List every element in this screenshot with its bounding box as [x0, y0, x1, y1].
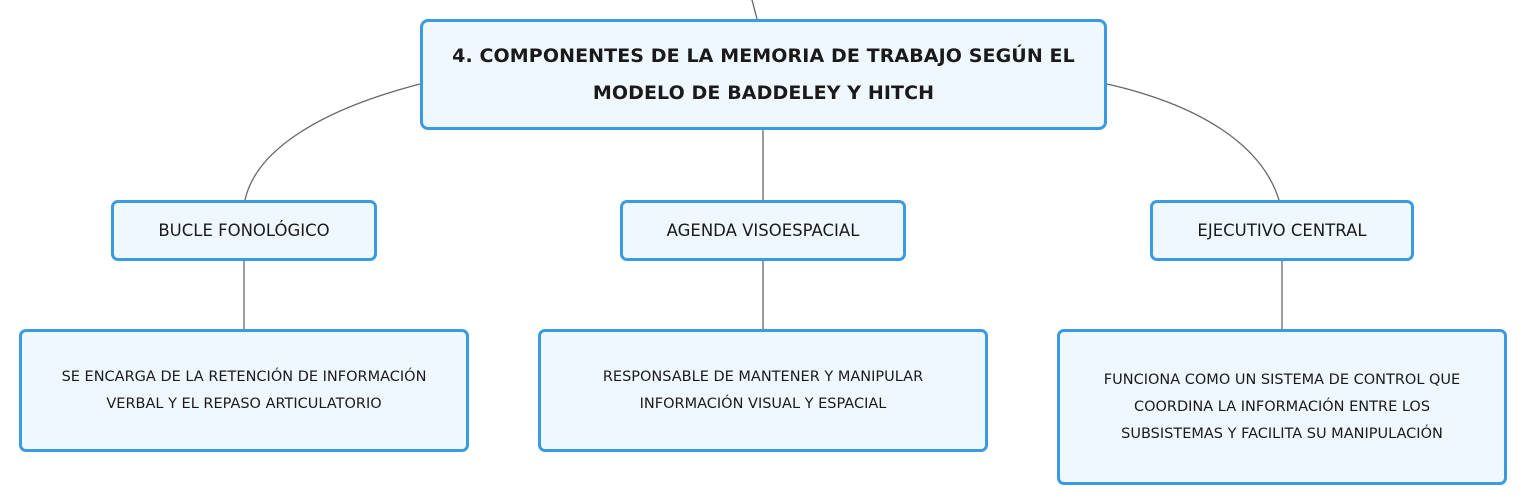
node-bucle-fonologico-label: BUCLE FONOLÓGICO [158, 221, 330, 240]
node-bucle-fonologico-description-text: SE ENCARGA DE LA RETENCIÓN DE INFORMACIÓN VERBAL Y EL REPASO ARTICULATORIO [61, 368, 427, 412]
node-ejecutivo-central[interactable] [1150, 200, 1414, 261]
node-ejecutivo-central-description[interactable] [1057, 329, 1507, 485]
connector-root-to-ejecutivo [1107, 84, 1279, 200]
node-agenda-visoespacial-description-text: RESPONSABLE DE MANTENER Y MANIPULAR INFORMACIÓN VISUAL Y ESPACIAL [602, 368, 924, 412]
root-node-label: 4. COMPONENTES DE LA MEMORIA DE TRABAJO SEGÚN EL MODELO DE BADDELEY Y HITCH [452, 44, 1075, 104]
node-bucle-fonologico-description[interactable] [19, 329, 469, 452]
node-agenda-visoespacial[interactable] [620, 200, 906, 261]
root-node[interactable] [420, 19, 1107, 130]
node-ejecutivo-central-label: EJECUTIVO CENTRAL [1197, 221, 1367, 240]
node-agenda-visoespacial-description[interactable] [538, 329, 988, 452]
connector-root-to-bucle [245, 84, 420, 200]
node-bucle-fonologico[interactable] [111, 200, 377, 261]
node-agenda-visoespacial-label: AGENDA VISOESPACIAL [666, 221, 860, 240]
node-ejecutivo-central-description-text: FUNCIONA COMO UN SISTEMA DE CONTROL QUE COORDINA LA INFORMACIÓN ENTRE LOS SUBSISTEMAS Y FACILITA SU MANIPULACIÓN [1103, 371, 1461, 442]
connector-parent-to-root [752, 0, 757, 19]
